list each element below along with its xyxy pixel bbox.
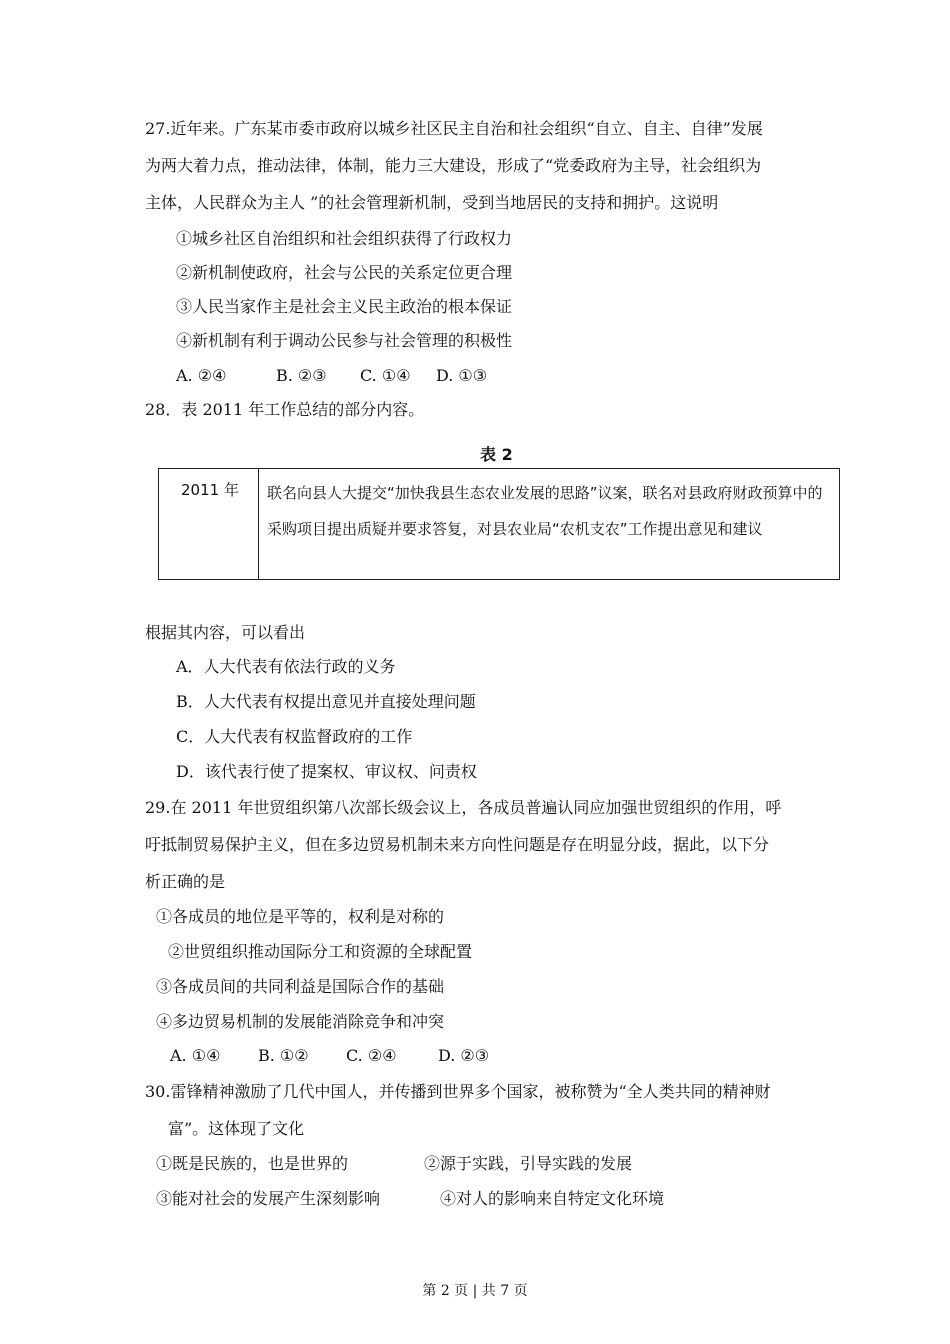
q27-item-2: ②新机制使政府，社会与公民的关系定位更合理 — [176, 263, 513, 282]
q29-stem-line-3: 析正确的是 — [145, 872, 226, 891]
q28-option-d: D．该代表行使了提案权、审议权、问责权 — [176, 762, 477, 781]
q29-item-2: ②世贸组织推动国际分工和资源的全球配置 — [168, 942, 473, 961]
q30-stem-line-1: 30.雷锋精神激励了几代中国人，并传播到世界多个国家，被称赞为“全人类共同的精神财 — [145, 1082, 771, 1101]
q30-item-1: ①既是民族的，也是世界的 — [156, 1154, 349, 1173]
q29-item-4: ④多边贸易机制的发展能消除竞争和冲突 — [156, 1012, 445, 1031]
q28-lead: 根据其内容，可以看出 — [145, 623, 306, 642]
q27-stem-line-2: 为两大着力点，推动法律，体制，能力三大建设，形成了“党委政府为主导，社会组织为 — [145, 156, 762, 175]
q29-option-c: C. ②④ — [346, 1046, 397, 1065]
q27-option-b: B. ②③ — [276, 366, 327, 385]
q29-option-a: A. ①④ — [170, 1046, 221, 1065]
q28-stem: 28．表 2011 年工作总结的部分内容。 — [145, 400, 425, 419]
table-content-cell: 联名向县人大提交“加快我县生态农业发展的思路”议案，联名对县政府财政预算中的采购项目提出质疑并要求答复，对县农业局“农机支农”工作提出意见和建议 — [267, 484, 823, 538]
q27-stem-line-3: 主体，人民群众为主人 ”的社会管理新机制，受到当地居民的支持和拥护。这说明 — [145, 193, 719, 212]
table-year-cell: 2011 年 — [159, 469, 259, 579]
q30-item-4: ④对人的影响来自特定文化环境 — [440, 1189, 665, 1208]
page-footer: 第 2 页 | 共 7 页 — [422, 1283, 528, 1299]
q27-option-a: A. ②④ — [176, 366, 227, 385]
summary-table — [158, 468, 840, 580]
q29-option-b: B. ①② — [258, 1046, 309, 1065]
q29-stem-line-1: 29.在 2011 年世贸组织第八次部长级会议上，各成员普遍认同应加强世贸组织的作用，呼 — [145, 798, 782, 817]
q28-option-b: B．人大代表有权提出意见并直接处理问题 — [176, 692, 476, 711]
q27-option-c: C. ①④ — [360, 366, 411, 385]
q27-stem-line-1: 27.近年来。广东某市委市政府以城乡社区民主自治和社会组织“自立、自主、自律”发展 — [145, 119, 763, 138]
q29-stem-line-2: 吁抵制贸易保护主义，但在多边贸易机制未来方向性问题是存在明显分歧，据此，以下分 — [145, 835, 770, 854]
table-caption: 表 2 — [480, 445, 513, 464]
q30-item-3: ③能对社会的发展产生深刻影响 — [156, 1189, 381, 1208]
q30-item-2: ②源于实践，引导实践的发展 — [424, 1154, 633, 1173]
q27-item-3: ③人民当家作主是社会主义民主政治的根本保证 — [176, 297, 513, 316]
q28-option-c: C．人大代表有权监督政府的工作 — [176, 727, 413, 746]
q29-item-3: ③各成员间的共同利益是国际合作的基础 — [156, 977, 445, 996]
q30-stem-line-2: 富”。这体现了文化 — [168, 1119, 305, 1138]
q27-item-4: ④新机制有利于调动公民参与社会管理的积极性 — [176, 331, 513, 350]
q29-option-d: D. ②③ — [438, 1046, 490, 1065]
q27-option-d: D. ①③ — [436, 366, 488, 385]
q28-option-a: A．人大代表有依法行政的义务 — [176, 657, 396, 676]
q29-item-1: ①各成员的地位是平等的，权利是对称的 — [156, 907, 445, 926]
q27-item-1: ①城乡社区自治组织和社会组织获得了行政权力 — [176, 229, 513, 248]
